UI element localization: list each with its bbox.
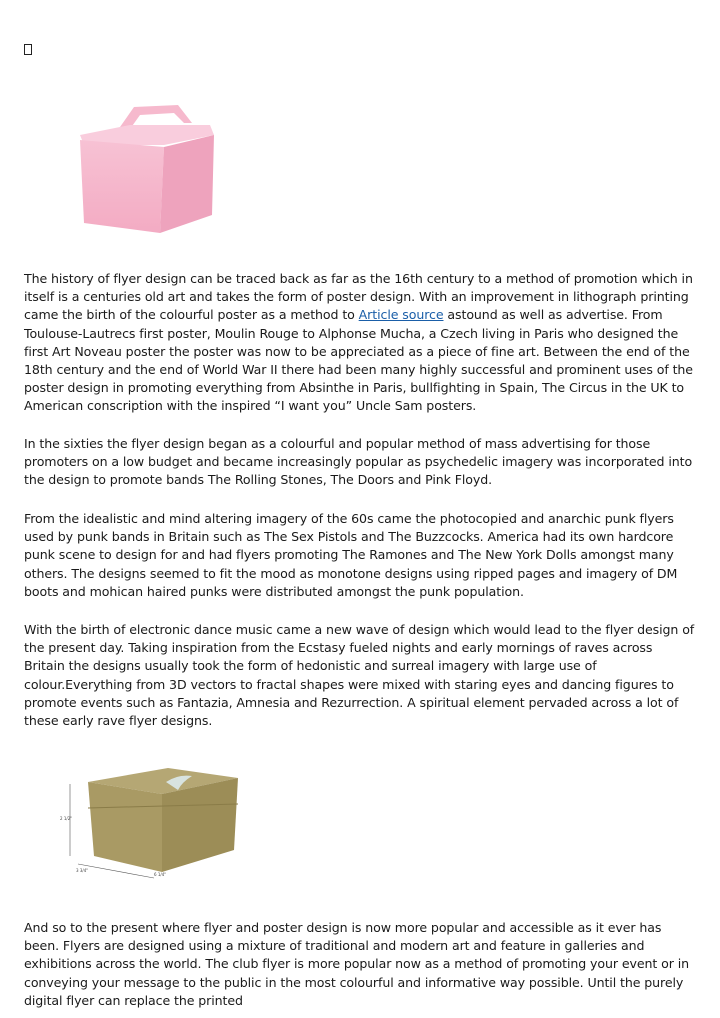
kraft-box-image [58, 760, 248, 880]
article-paragraph-3: From the idealistic and mind altering imagery of the 60s came the photocopied and anarchic punk flyers used by punk bands in Britain such as The Sex Pistols and The Buzzcocks. America had its own hardcore punk scene to design for and had flyers promoting The Ramones and The New York Dolls amongst many others. The designs seemed to fit the mood as monotone designs using ripped pages and imagery of DM boots and mohican haired punks were distributed amongst the punk population. [24, 511, 678, 599]
paragraph-text: The history of flyer design can be traced back as far as the 16th century to a method of promotion which in itself is a centuries old art and takes the form of poster design. With an improvement in lithograph printing came the birth of the colourful poster as a method to [24, 271, 693, 323]
box-front [80, 140, 164, 233]
article-paragraph-2: In the sixties the flyer design began as a colourful and popular method of mass advertising for those promoters on a low budget and became increasingly popular as psychedelic imagery was incorporated into the design to promote bands The Rolling Stones, The Doors and Pink Floyd. [24, 436, 693, 488]
dimension-width: 3 3/4" [76, 868, 89, 873]
missing-glyph-icon [24, 44, 32, 55]
kraft-box-side [162, 778, 238, 872]
article-paragraph-4: With the birth of electronic dance music came a new wave of design which would lead to the flyer design of the present day. Taking inspiration from the Ecstasy fueled nights and early mornings of raves across Britain the designs usually took the form of hedonistic and surreal imagery with large use of colour.Everything from 3D vectors to fractal shapes were mixed with staring eyes and dancing figures to promote events such as Fantazia, Amnesia and Rezurrection. A spiritual element pervaded across a lot of these early rave flyer designs. [24, 622, 695, 729]
pink-gable-box-image [60, 95, 260, 235]
box-side [160, 135, 214, 233]
dimension-length: 6 1/4" [154, 872, 167, 877]
dimension-height: 2 1/2" [60, 816, 73, 821]
paragraph-text: astound as well as advertise. From Toulouse-Lautrecs first poster, Moulin Rouge to Alphonse Mucha, a Czech living in Paris who designed the first Art Noveau poster the poster was now to be appreciated as a piece of fine art. Between the end of the 18th century and the end of World War II there had been many highly successful and prominent uses of the poster design in promoting everything from Absinthe in Paris, bullfighting in Spain, The Circus in the UK to American conscription with the inspired “I want you” Uncle Sam posters. [24, 307, 693, 414]
article-paragraph-5: And so to the present where flyer and poster design is now more popular and accessible as it ever has been. Flyers are designed using a mixture of traditional and modern art and feature in galleries and exhibitions across the world. The club flyer is more popular now as a method of promoting your event or in conveying your message to the public in the most colourful and informative way possible. Until the purely digital flyer can replace the printed [24, 920, 689, 1008]
article-source-link[interactable]: Article source [358, 307, 444, 323]
kraft-box-front [88, 782, 162, 872]
article-paragraph-1 [24, 270, 696, 416]
